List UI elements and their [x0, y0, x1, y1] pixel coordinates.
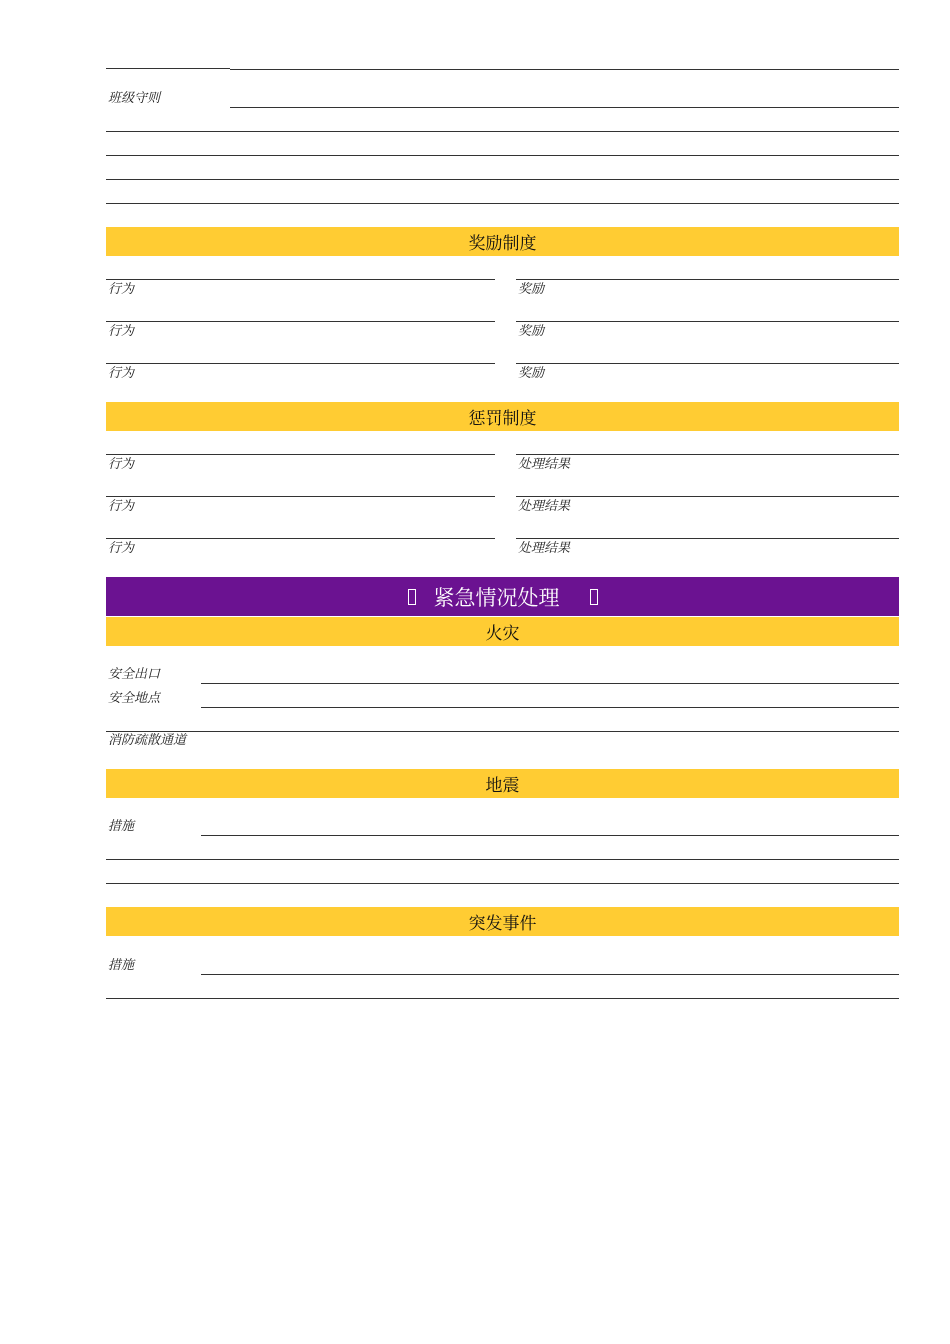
punish-row-1-result-line[interactable]	[516, 454, 899, 455]
emergency-title: 紧急情况处理	[433, 585, 560, 610]
punish-row-3-result-line[interactable]	[516, 538, 899, 539]
emergency-section-header	[106, 577, 899, 616]
fire-section-header	[106, 617, 899, 646]
earthquake-section-header	[106, 769, 899, 798]
box-glyph-icon	[408, 589, 416, 605]
fire-extra-line[interactable]	[106, 731, 899, 732]
rules-top-line-left	[106, 68, 230, 69]
earthquake-line-2[interactable]	[106, 859, 899, 860]
rules-top-line-right	[230, 69, 899, 70]
punish-row-2-result-line[interactable]	[516, 496, 899, 497]
punish-row-1-behavior-line[interactable]	[106, 454, 495, 455]
safety-place-line[interactable]	[201, 707, 899, 708]
punish-row-3-result-label: 处理结果	[518, 541, 571, 556]
rules-line-5[interactable]	[106, 203, 899, 204]
punish-row-2-result-label: 处理结果	[518, 499, 571, 514]
incident-measures-label: 措施	[108, 958, 135, 973]
earthquake-line-1[interactable]	[201, 835, 899, 836]
safety-place-label: 安全地点	[108, 691, 161, 706]
reward-row-2-behavior-line[interactable]	[106, 321, 495, 322]
incident-line-2[interactable]	[106, 998, 899, 999]
rewards-section-header	[106, 227, 899, 256]
punish-row-1-result-label: 处理结果	[518, 457, 571, 472]
safety-exit-line[interactable]	[201, 683, 899, 684]
rules-line-3[interactable]	[106, 155, 899, 156]
reward-row-3-behavior-line[interactable]	[106, 363, 495, 364]
reward-row-1-behavior-line[interactable]	[106, 279, 495, 280]
evacuation-passage-label: 消防疏散通道	[108, 733, 187, 748]
rules-line-2[interactable]	[106, 131, 899, 132]
incident-title: 突发事件	[468, 914, 537, 934]
earthquake-line-3[interactable]	[106, 883, 899, 884]
reward-row-3-behavior-label: 行为	[108, 366, 135, 381]
incident-section-header	[106, 907, 899, 936]
punish-row-3-behavior-line[interactable]	[106, 538, 495, 539]
class-rules-label: 班级守则	[108, 91, 161, 106]
rules-line-4[interactable]	[106, 179, 899, 180]
reward-row-3-result-label: 奖励	[518, 366, 545, 381]
reward-row-1-result-label: 奖励	[518, 282, 545, 297]
incident-line-1[interactable]	[201, 974, 899, 975]
earthquake-title: 地震	[485, 776, 520, 796]
punish-row-3-behavior-label: 行为	[108, 541, 135, 556]
punish-row-1-behavior-label: 行为	[108, 457, 135, 472]
reward-row-1-behavior-label: 行为	[108, 282, 135, 297]
earthquake-measures-label: 措施	[108, 819, 135, 834]
reward-row-3-result-line[interactable]	[516, 363, 899, 364]
reward-row-2-result-line[interactable]	[516, 321, 899, 322]
punishments-section-header	[106, 402, 899, 431]
box-glyph-icon	[590, 589, 598, 605]
rewards-title: 奖励制度	[468, 234, 537, 254]
punish-row-2-behavior-line[interactable]	[106, 496, 495, 497]
punishments-title: 惩罚制度	[468, 409, 537, 429]
safety-exit-label: 安全出口	[108, 667, 161, 682]
rules-line-1[interactable]	[230, 107, 899, 108]
reward-row-1-result-line[interactable]	[516, 279, 899, 280]
punish-row-2-behavior-label: 行为	[108, 499, 135, 514]
reward-row-2-behavior-label: 行为	[108, 324, 135, 339]
reward-row-2-result-label: 奖励	[518, 324, 545, 339]
fire-title: 火灾	[485, 624, 520, 644]
